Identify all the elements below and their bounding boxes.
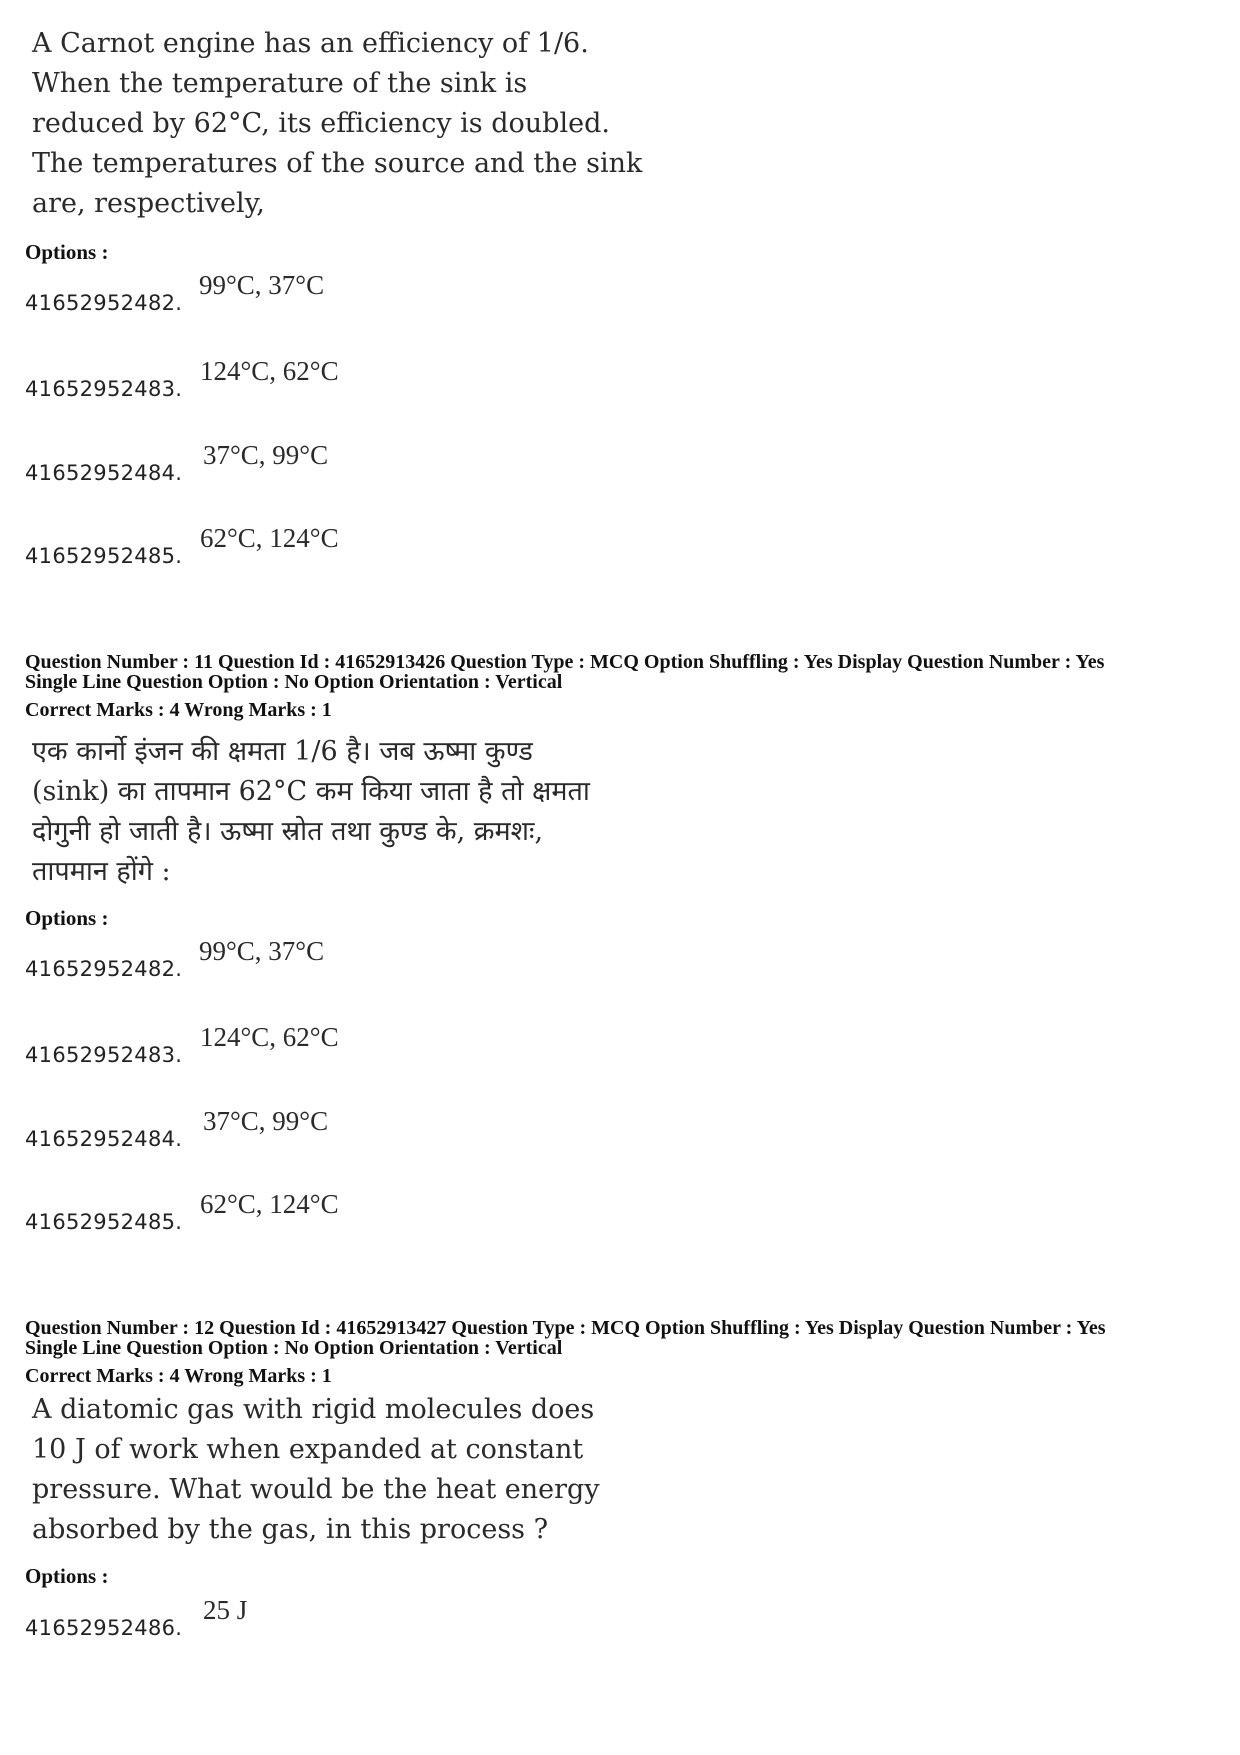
question-11-text	[32, 732, 590, 892]
option-41652952483[interactable]	[25, 351, 625, 401]
option-41652952486[interactable]	[25, 1590, 625, 1640]
option-text: 62°C, 124°C	[200, 523, 339, 553]
question-meta-line: Question Number : 12 Question Id : 41652913427 Question Type : MCQ Option Shuffling : Yes Display Question Number : Yes	[25, 1317, 1106, 1339]
option-text: 99°C, 37°C	[199, 270, 325, 300]
question-11-meta	[25, 652, 1104, 720]
question-meta-line: Single Line Question Option : No Option Orientation : Vertical	[25, 671, 563, 693]
question-text-line: 10 J of work when expanded at constant	[32, 1434, 584, 1465]
option-text: 124°C, 62°C	[200, 1022, 339, 1052]
question-text-line: A diatomic gas with rigid molecules does	[32, 1394, 595, 1425]
option-id: 41652952484.	[25, 1127, 183, 1151]
question-12-text	[32, 1390, 600, 1550]
question-text-line: absorbed by the gas, in this process ?	[32, 1514, 549, 1545]
question-meta-line: Question Number : 11 Question Id : 41652913426 Question Type : MCQ Option Shuffling : Yes Display Question Number : Yes	[25, 651, 1105, 673]
option-text: 99°C, 37°C	[199, 936, 325, 966]
question-text-line: एक कार्नो इंजन की क्षमता 1/6 है। जब ऊष्मा कुण्ड	[32, 736, 533, 767]
options-label: Options :	[25, 906, 109, 930]
option-41652952482[interactable]	[25, 931, 625, 981]
question-text-line: The temperatures of the source and the sink	[32, 148, 643, 179]
question-text-line: are, respectively,	[32, 188, 265, 219]
option-text: 124°C, 62°C	[200, 356, 339, 386]
option-id: 41652952485.	[25, 544, 183, 568]
option-id: 41652952483.	[25, 377, 183, 401]
question-meta-line: Single Line Question Option : No Option Orientation : Vertical	[25, 1337, 563, 1359]
option-41652952485[interactable]	[25, 1184, 625, 1234]
option-id: 41652952483.	[25, 1043, 183, 1067]
question-text-line: pressure. What would be the heat energy	[32, 1474, 600, 1505]
option-41652952484[interactable]	[25, 435, 625, 485]
option-id: 41652952485.	[25, 1210, 183, 1234]
options-label: Options :	[25, 1564, 109, 1588]
option-id: 41652952482.	[25, 291, 183, 315]
question-text-line: reduced by 62°C, its efficiency is doubled.	[32, 108, 610, 139]
question-12-meta	[25, 1318, 1105, 1386]
option-text: 62°C, 124°C	[200, 1189, 339, 1219]
option-id: 41652952486.	[25, 1616, 183, 1640]
question-text-line: (sink) का तापमान 62°C कम किया जाता है तो क्षमता	[32, 776, 590, 807]
question-text-line: तापमान होंगे :	[32, 856, 171, 887]
question-marks: Correct Marks : 4 Wrong Marks : 1	[25, 1365, 332, 1387]
question-10-text	[32, 24, 642, 224]
question-text-line: When the temperature of the sink is	[32, 68, 528, 99]
option-41652952484[interactable]	[25, 1101, 625, 1151]
option-text: 25 J	[203, 1595, 248, 1625]
option-41652952482[interactable]	[25, 265, 625, 315]
option-id: 41652952484.	[25, 461, 183, 485]
question-text-line: दोगुनी हो जाती है। ऊष्मा स्रोत तथा कुण्ड के, क्रमशः,	[32, 816, 544, 847]
option-text: 37°C, 99°C	[203, 1106, 329, 1136]
option-id: 41652952482.	[25, 957, 183, 981]
question-text-line: A Carnot engine has an efficiency of 1/6.	[32, 28, 589, 59]
question-marks: Correct Marks : 4 Wrong Marks : 1	[25, 699, 332, 721]
option-text: 37°C, 99°C	[203, 440, 329, 470]
option-41652952483[interactable]	[25, 1017, 625, 1067]
option-41652952485[interactable]	[25, 518, 625, 568]
options-label: Options :	[25, 240, 109, 264]
